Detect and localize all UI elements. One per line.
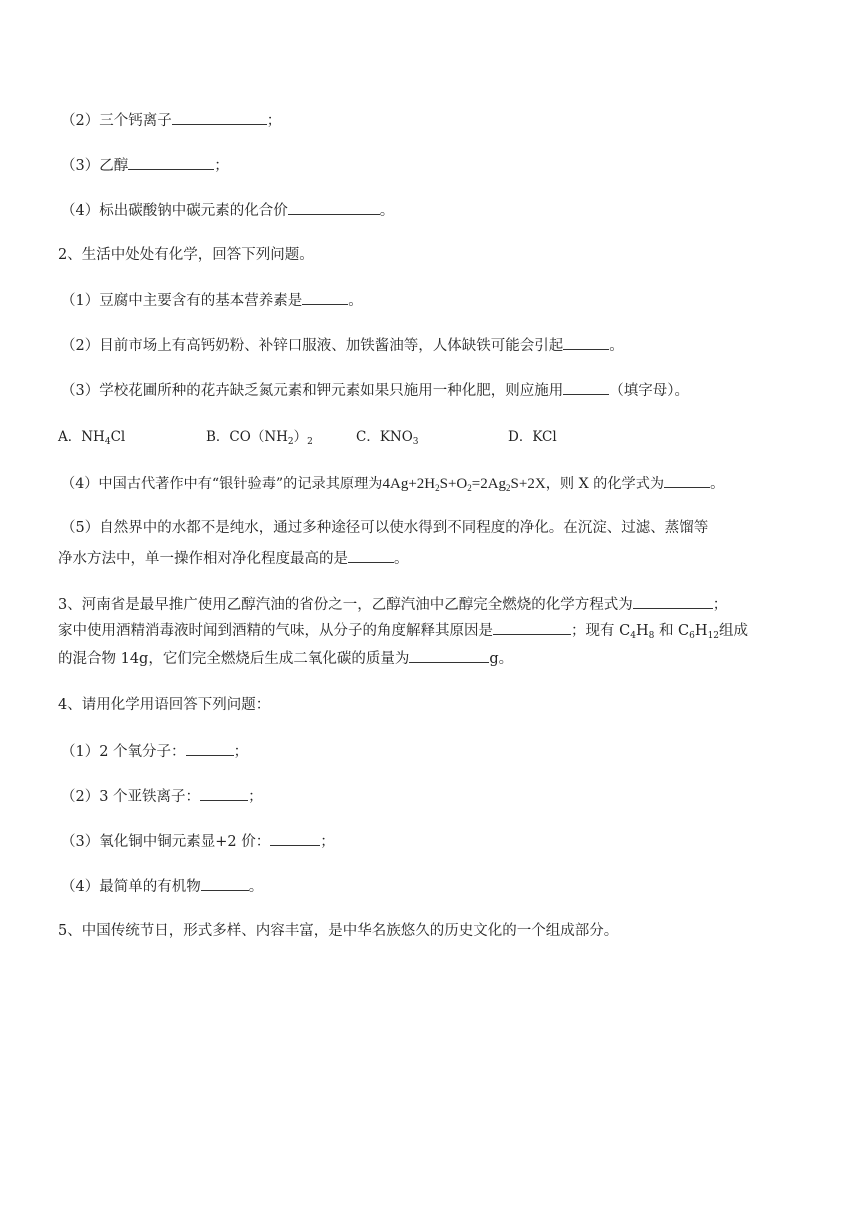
answer-blank[interactable] bbox=[288, 200, 380, 215]
q3-line-3-text: 的混合物 14g，它们完全燃烧后生成二氧化碳的质量为 bbox=[58, 651, 410, 667]
q2-part-2-label: （2）目前市场上有高钙奶粉、补锌口服液、加铁酱油等，人体缺铁可能会引起 bbox=[61, 338, 564, 354]
q1-part-2 bbox=[61, 110, 281, 131]
q2-part-4-tail: ，则 X 的化学式为 bbox=[545, 476, 665, 492]
q4-part-1-end: ； bbox=[233, 744, 249, 760]
q1-part-3 bbox=[61, 155, 229, 176]
formula-part: H bbox=[635, 623, 649, 639]
q4-part-3-label: （3）氧化铜中铜元素显+2 价： bbox=[61, 834, 271, 850]
answer-blank[interactable] bbox=[302, 290, 348, 305]
answer-blank[interactable] bbox=[633, 594, 713, 609]
q4-part-1-label: （1）2 个氧分子： bbox=[61, 744, 186, 760]
equation-part: 4Ag+2H bbox=[382, 476, 436, 492]
q3-line-3-end: g。 bbox=[489, 651, 514, 667]
q4-part-1 bbox=[61, 741, 248, 762]
q2-part-1-end: 。 bbox=[348, 293, 363, 309]
formula-part: 和 C bbox=[654, 623, 690, 639]
equation-part: =2Ag bbox=[471, 476, 507, 492]
answer-blank[interactable] bbox=[409, 648, 489, 663]
answer-blank[interactable] bbox=[128, 155, 214, 170]
answer-blank[interactable] bbox=[664, 473, 710, 488]
answer-blank[interactable] bbox=[563, 335, 609, 350]
q2-part-2 bbox=[61, 335, 624, 356]
q4-part-2-label: （2）3 个亚铁离子： bbox=[61, 789, 201, 805]
answer-blank[interactable] bbox=[493, 620, 571, 635]
subscript: 6 bbox=[689, 631, 695, 641]
option-c-text: C．KNO bbox=[356, 429, 413, 445]
option-b bbox=[206, 427, 313, 447]
q1-part-2-end: ； bbox=[266, 113, 282, 129]
option-b-text-mid: ） bbox=[293, 429, 308, 445]
q3-line-2-end: 组成 bbox=[719, 623, 749, 639]
answer-blank[interactable] bbox=[348, 548, 394, 563]
answer-blank[interactable] bbox=[270, 831, 320, 846]
subscript: 12 bbox=[707, 631, 720, 641]
answer-blank[interactable] bbox=[172, 110, 267, 125]
q2-part-1 bbox=[61, 290, 363, 311]
option-a-text-end: Cl bbox=[110, 429, 126, 445]
chemical-equation bbox=[382, 476, 545, 492]
option-b-text: B．CO（NH bbox=[206, 429, 288, 445]
q1-part-3-label: （3）乙醇 bbox=[61, 158, 129, 174]
q4-stem: 4、请用化学用语回答下列问题： bbox=[58, 697, 271, 713]
answer-blank[interactable] bbox=[200, 786, 248, 801]
q2-part-4-end: 。 bbox=[710, 476, 725, 492]
q1-part-4-label: （4）标出碳酸钠中碳元素的化合价 bbox=[61, 203, 288, 219]
subscript: 2 bbox=[307, 437, 313, 447]
equation-part: S+O bbox=[439, 476, 468, 492]
subscript: 2 bbox=[467, 483, 472, 493]
q2-part-3-end: （填字母）。 bbox=[609, 383, 689, 399]
option-a bbox=[58, 427, 125, 447]
subscript: 4 bbox=[630, 631, 636, 641]
q1-part-3-end: ； bbox=[214, 158, 229, 174]
q2-part-3-label: （3）学校花圃所种的花卉缺乏氮元素和钾元素如果只施用一种化肥，则应施用 bbox=[61, 383, 564, 399]
subscript: 4 bbox=[104, 437, 111, 447]
answer-blank[interactable] bbox=[186, 741, 234, 756]
q2-part-5-end: 。 bbox=[394, 551, 409, 567]
q2-part-3 bbox=[61, 380, 689, 401]
q3-line-1-end: ； bbox=[712, 597, 728, 613]
q2-part-5-line-2 bbox=[58, 548, 409, 569]
q1-part-4 bbox=[61, 200, 394, 221]
q3-line-2 bbox=[58, 620, 748, 641]
answer-blank[interactable] bbox=[201, 876, 249, 891]
q3-line-2-formula-lead: ；现有 C bbox=[571, 623, 631, 639]
subscript: 2 bbox=[435, 483, 440, 493]
q4-part-2-end: ； bbox=[248, 789, 263, 805]
q3-line-3 bbox=[58, 648, 513, 669]
subscript: 2 bbox=[287, 437, 294, 447]
q5-stem: 5、中国传统节日，形式多样、内容丰富，是中华名族悠久的历史文化的一个组成部分。 bbox=[58, 923, 619, 939]
q4-part-4-label: （4）最简单的有机物 bbox=[61, 879, 201, 895]
q3-line-1 bbox=[58, 594, 727, 615]
option-d: D．KCl bbox=[508, 429, 557, 445]
q4-part-3 bbox=[61, 831, 335, 852]
q2-part-5-text: 净水方法中，单一操作相对净化程度最高的是 bbox=[58, 551, 348, 567]
q4-part-3-end: ； bbox=[320, 834, 335, 850]
q1-part-4-end: 。 bbox=[379, 203, 395, 219]
q2-part-4 bbox=[61, 473, 724, 494]
q4-part-2 bbox=[61, 786, 263, 807]
answer-blank[interactable] bbox=[563, 380, 609, 395]
q2-part-1-label: （1）豆腐中主要含有的基本营养素是 bbox=[61, 293, 303, 309]
option-c bbox=[356, 427, 419, 447]
q2-stem: 2、生活中处处有化学，回答下列问题。 bbox=[58, 247, 314, 263]
subscript: 8 bbox=[648, 631, 655, 641]
q2-part-4-label: （4）中国古代著作中有“银针验毒”的记录其原理为 bbox=[61, 476, 383, 492]
q3-line-1-text: 3、河南省是最早推广使用乙醇汽油的省份之一，乙醇汽油中乙醇完全燃烧的化学方程式为 bbox=[58, 597, 633, 613]
subscript: 3 bbox=[412, 437, 419, 447]
q2-part-5-line-1: （5）自然界中的水都不是纯水，通过多种途径可以使水得到不同程度的净化。在沉淀、过滤、蒸馏等 bbox=[61, 520, 709, 536]
formula-part: H bbox=[694, 623, 708, 639]
option-a-text: A．NH bbox=[58, 429, 105, 445]
q1-part-2-label: （2）三个钙离子 bbox=[61, 113, 172, 129]
q4-part-4 bbox=[61, 876, 263, 897]
subscript: 2 bbox=[506, 483, 511, 493]
q3-line-2-text: 家中使用酒精消毒液时闻到酒精的气味，从分子的角度解释其原因是 bbox=[58, 623, 493, 639]
q4-part-4-end: 。 bbox=[248, 879, 264, 895]
equation-part: S+2X bbox=[510, 476, 546, 492]
q2-part-2-end: 。 bbox=[609, 338, 624, 354]
